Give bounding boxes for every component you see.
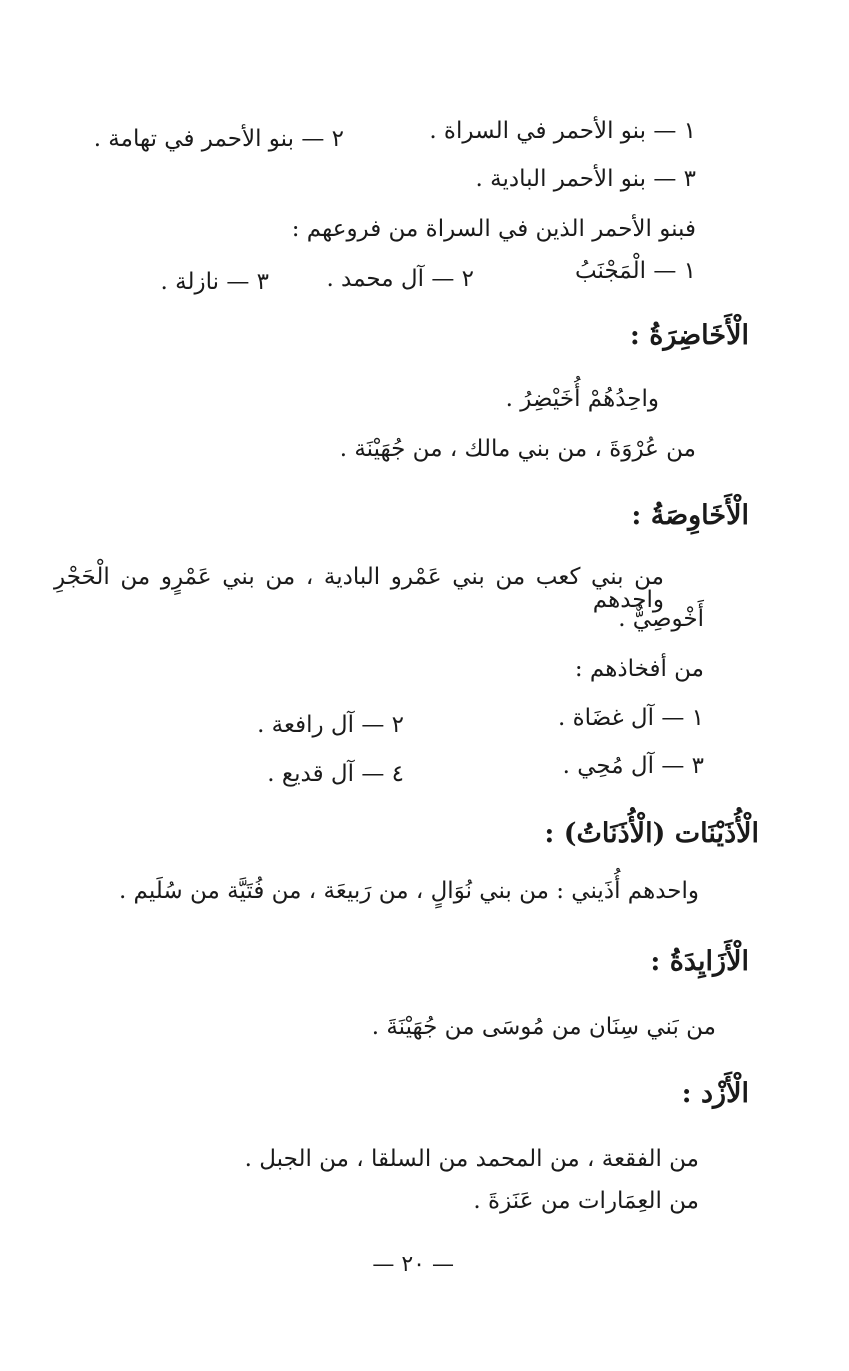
sub-branch-item-1: ١ — الْمَجْنَبُ (574, 258, 696, 284)
section-heading: الْأَخَاوِصَةُ : (631, 500, 749, 531)
body-line: واحدهم أُذَيني : من بني نُوَالٍ ، من رَبيعَة ، من فُتَيَّة من سُلَيم . (118, 878, 699, 904)
body-line: من بَني سِنَان من مُوسَى من جُهَيْنَةَ . (371, 1014, 716, 1040)
branch-item-2: ٢ — بنو الأحمر في تهامة . (93, 126, 344, 152)
sub-branch-item-2: ٢ — آل محمد . (326, 266, 474, 292)
clan-item-3: ٣ — آل مُحِي . (562, 753, 704, 779)
clan-item-1: ١ — آل غضَاة . (557, 705, 704, 731)
body-line: من العِمَارات من عَنَزةَ . (473, 1188, 699, 1214)
branch-item-1: ١ — بنو الأحمر في السراة . (429, 118, 696, 144)
section-heading: الْأَخَاضِرَةُ : (629, 320, 749, 351)
body-line: من بني كعب من بني عَمْرو البادية ، من بني عَمْرٍو من الْحَجْرِ واحدهم (54, 564, 664, 613)
body-line: من الفقعة ، من المحمد من السلقا ، من الجبل . (244, 1146, 699, 1172)
branch-item-3: ٣ — بنو الأحمر البادية . (475, 166, 696, 192)
section-heading: الْأُذَيْنَات (الْأُذَنَاتُ) : (544, 818, 759, 849)
intro-line: فبنو الأحمر الذين في السراة من فروعهم : (291, 216, 696, 242)
page-number: — ٢٠ — (372, 1252, 454, 1277)
section-heading: الْأَزَايِدَةُ : (650, 946, 749, 977)
body-line: واحِدُهُمْ أُخَيْضِرُ . (505, 386, 659, 412)
section-heading: الْأَزْد : (681, 1078, 749, 1109)
clan-item-2: ٢ — آل رافعة . (257, 712, 404, 738)
body-line: أَخْوصِيٌّ . (618, 606, 704, 632)
body-line: من عُرْوَةَ ، من بني مالك ، من جُهَيْنَة . (339, 436, 696, 462)
body-line: من أفخاذهم : (574, 656, 704, 682)
sub-branch-item-3: ٣ — نازلة . (160, 269, 269, 295)
clan-item-4: ٤ — آل قديع . (267, 761, 404, 787)
